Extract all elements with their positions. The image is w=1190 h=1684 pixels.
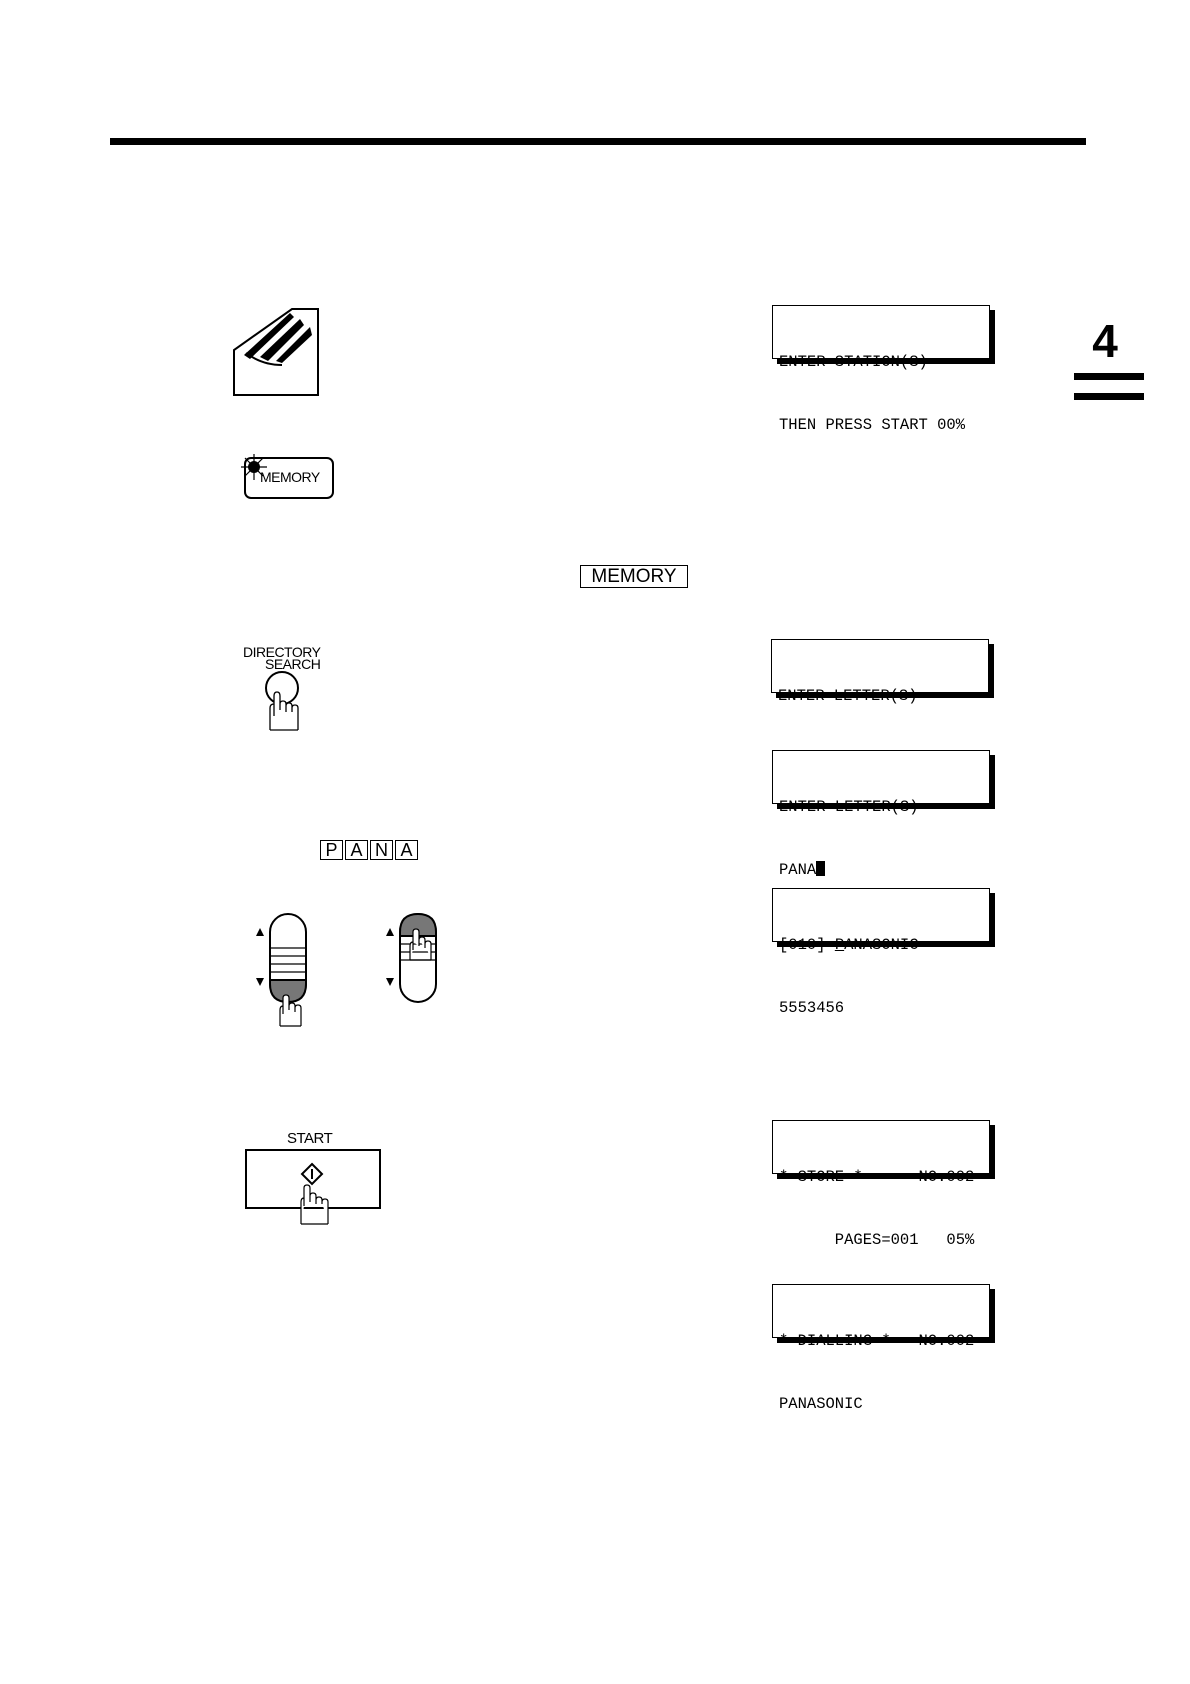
lcd-station-number: [010] bbox=[779, 936, 835, 954]
memory-key-label: MEMORY bbox=[260, 469, 320, 485]
lcd-station-name-rest: ANASONIC bbox=[844, 936, 919, 954]
lcd-line-2: 5553456 bbox=[779, 999, 845, 1017]
lcd-underlined-char: P bbox=[834, 936, 845, 954]
lcd-line-1: * STORE * NO.002 bbox=[779, 1168, 975, 1186]
lcd-line-2-text: PANA bbox=[779, 861, 817, 879]
lcd-display-enter-letters-empty bbox=[771, 639, 989, 705]
lcd-cursor bbox=[816, 861, 825, 876]
lcd-display-enter-station bbox=[772, 305, 990, 434]
lcd-display-station-panasonic bbox=[772, 888, 990, 1017]
lcd-line-1 bbox=[779, 935, 989, 956]
directory-label-line2: SEARCH bbox=[265, 656, 321, 672]
chapter-number: 4 bbox=[1092, 315, 1118, 367]
lcd-line-2: THEN PRESS START 00% bbox=[779, 416, 966, 434]
lcd-line-2 bbox=[779, 860, 989, 881]
lcd-line-2: PANASONIC bbox=[779, 1395, 863, 1413]
letter-key-a-2[interactable]: A bbox=[395, 840, 418, 860]
lcd-display-dialling bbox=[772, 1284, 990, 1413]
letter-key-a[interactable]: A bbox=[345, 840, 368, 860]
chapter-bar-lower bbox=[1074, 393, 1144, 400]
scroll-down-key-icon[interactable] bbox=[252, 910, 322, 1028]
letter-keys bbox=[320, 840, 418, 860]
letter-key-n[interactable]: N bbox=[370, 840, 393, 860]
top-rule bbox=[110, 138, 1086, 145]
document-feed-icon bbox=[232, 305, 322, 397]
lcd-line-1: ENTER STATION(S) bbox=[779, 353, 928, 371]
lcd-line-1: ENTER LETTER(S) bbox=[779, 798, 919, 816]
start-key-icon[interactable] bbox=[244, 1148, 382, 1226]
memory-inline-key: MEMORY bbox=[580, 565, 688, 588]
directory-search-key-icon[interactable] bbox=[258, 670, 308, 734]
letter-key-p[interactable]: P bbox=[320, 840, 343, 860]
chapter-bar-upper bbox=[1074, 373, 1144, 380]
lcd-line-2: PAGES=001 05% bbox=[779, 1231, 975, 1249]
lcd-display-enter-letters-pana bbox=[772, 750, 990, 879]
lcd-display-store bbox=[772, 1120, 990, 1249]
start-key-label: START bbox=[287, 1130, 333, 1147]
scroll-up-key-icon[interactable] bbox=[380, 910, 450, 1006]
lcd-line-1: ENTER LETTER(S) bbox=[778, 687, 918, 705]
lcd-line-1: * DIALLING * NO.002 bbox=[779, 1332, 975, 1350]
directory-label-line1: DIRECTORY bbox=[243, 644, 321, 660]
